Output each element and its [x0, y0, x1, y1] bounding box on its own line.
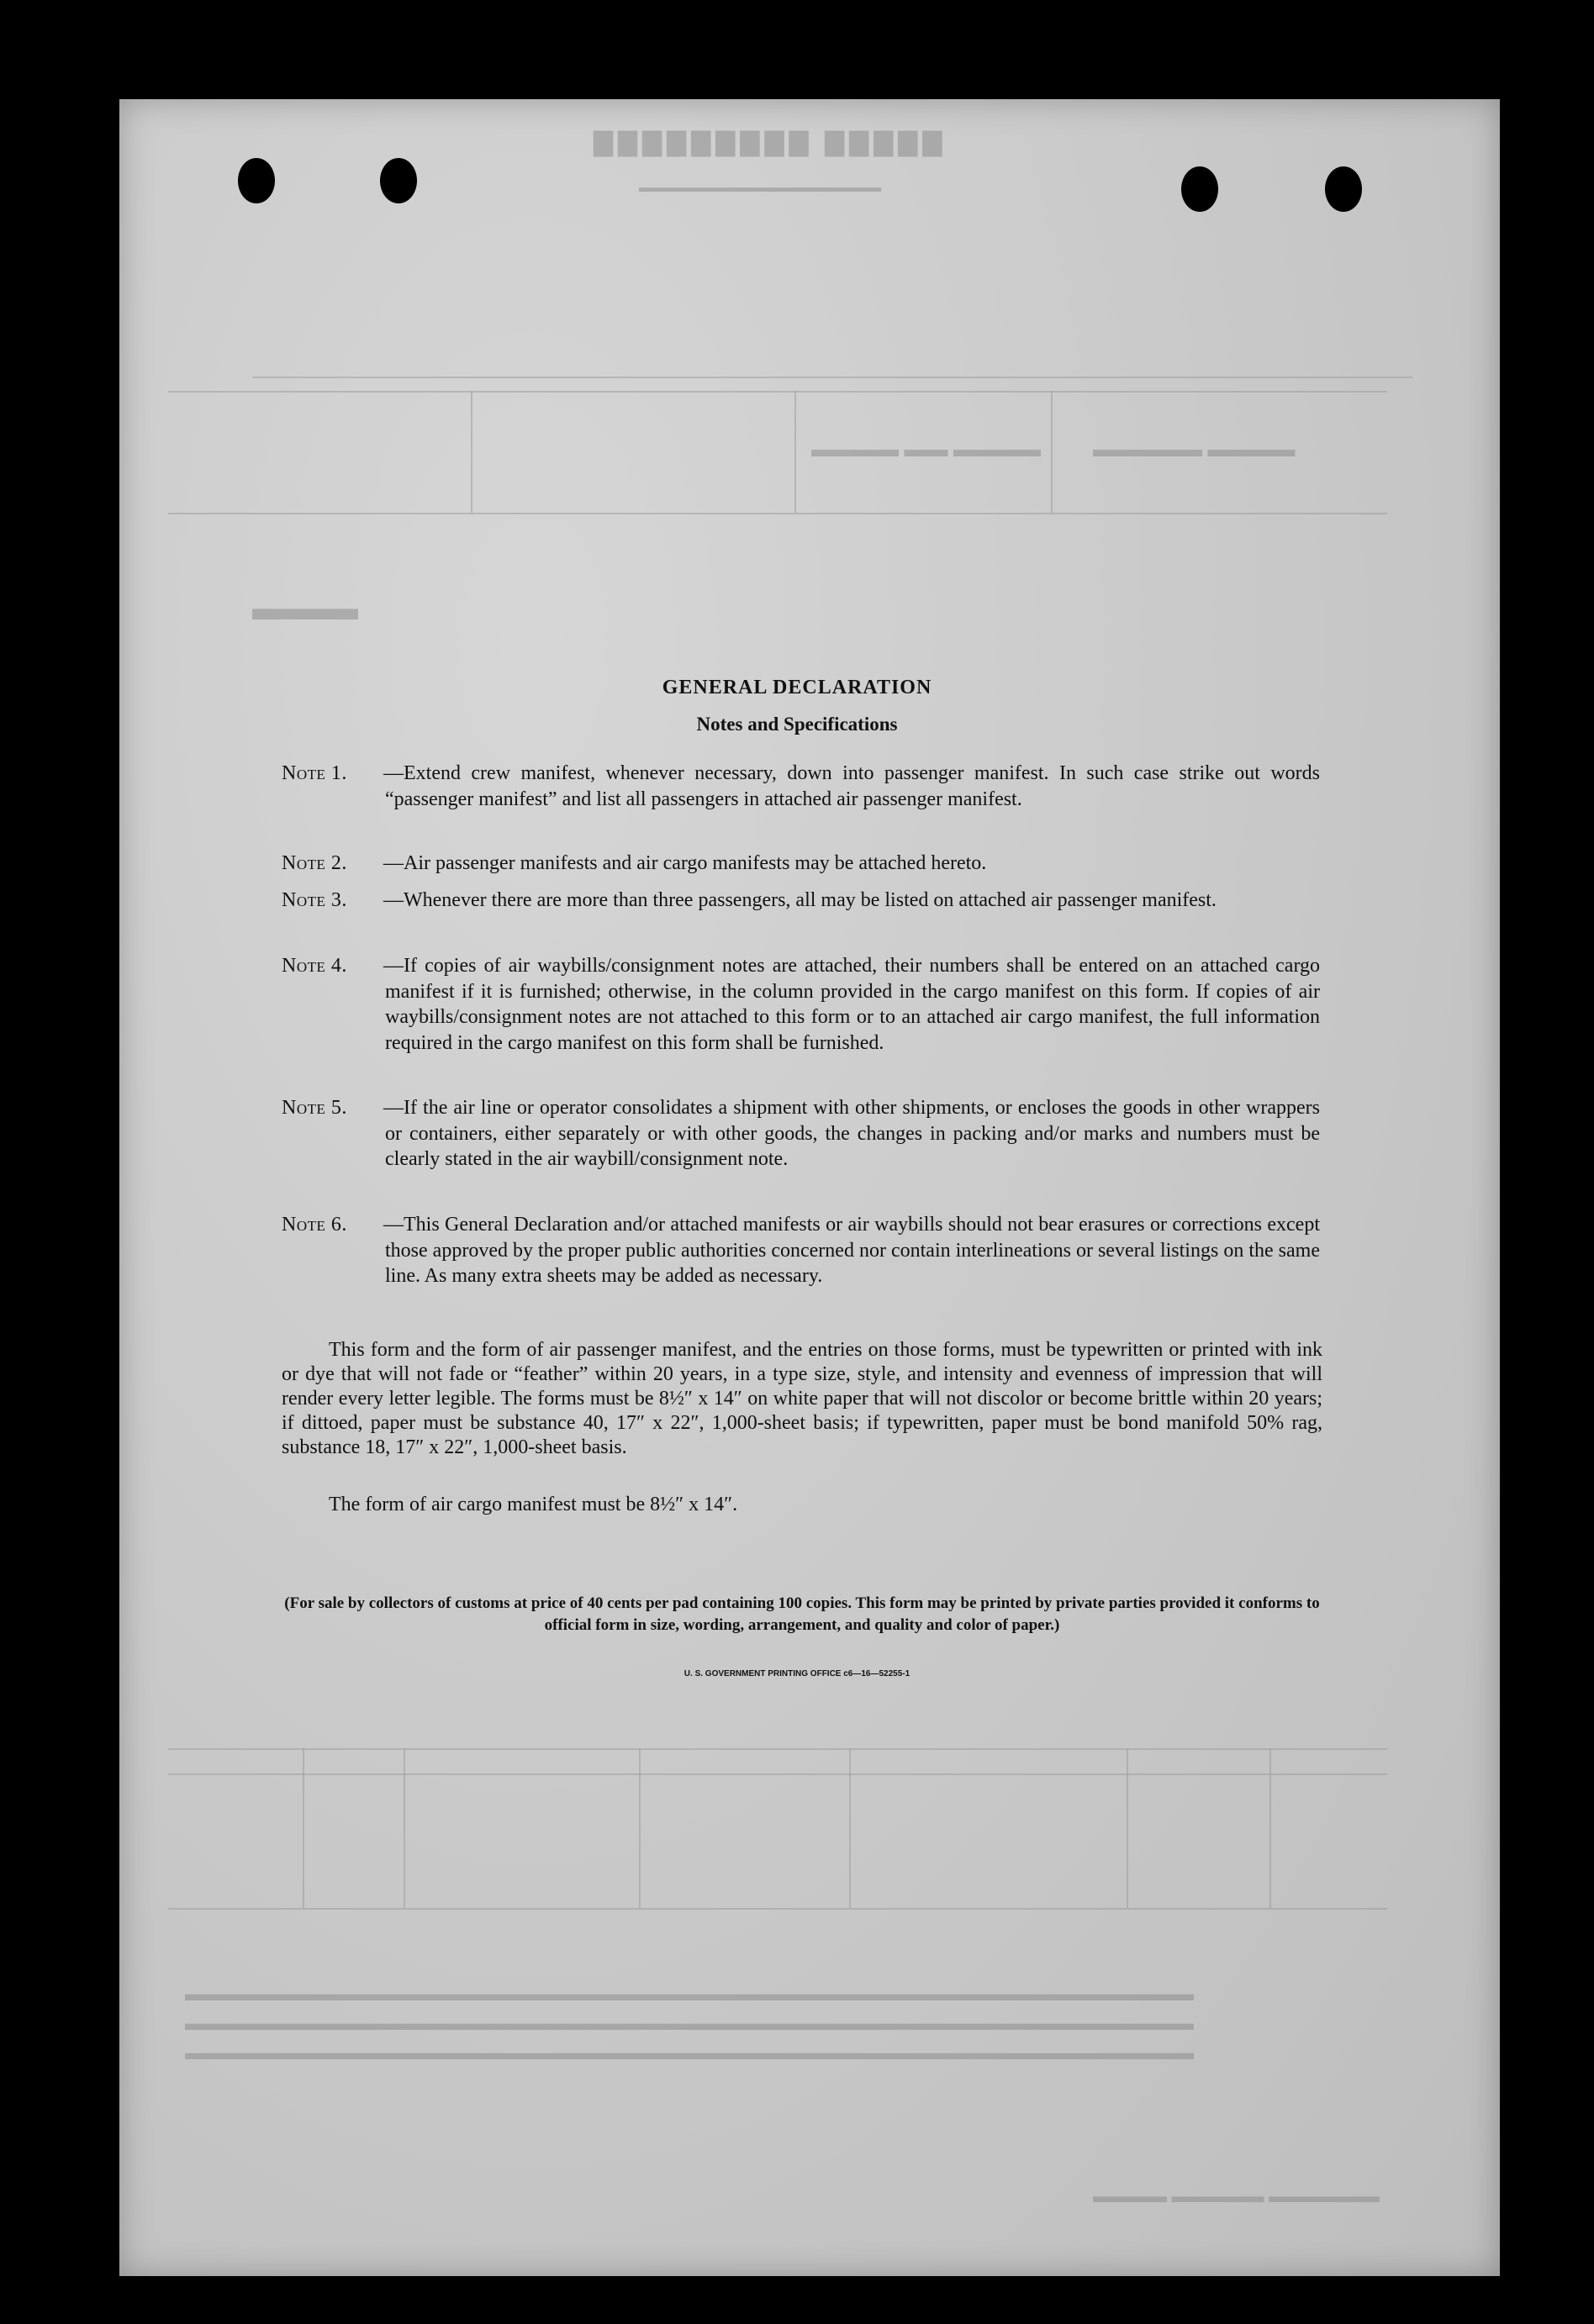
note-text: —Extend crew manifest, whenever necessary, down into passenger manifest. In such case strike out words “passenger manifest” and list all passengers in attached air passenger manifest.: [383, 762, 1320, 810]
note-label: Note 5.: [282, 1097, 347, 1119]
printing-office-imprint: U. S. GOVERNMENT PRINTING OFFICE c6—16—52255-1: [684, 1669, 910, 1678]
note-text: —If the air line or operator consolidates a shipment with other shipments, or encloses the goods in other wrappers or containers, either separately or with other goods, the changes in packing and/or marks and numbers must be clearly stated in the air waybill/consignment note.: [383, 1097, 1320, 1170]
note-6: [282, 1212, 1322, 1289]
note-label: Note 6.: [282, 1214, 347, 1236]
note-3: [282, 888, 1322, 914]
note-text: —Air passenger manifests and air cargo manifests may be attached hereto.: [383, 852, 987, 874]
note-4: [282, 953, 1322, 1056]
note-text: —This General Declaration and/or attached manifests or air waybills should not bear erasures or corrections except those approved by the proper public authorities concerned nor contain interlineations or several listings on the same line. As many extra sheets may be added as necessary.: [383, 1214, 1320, 1287]
document-sheet: [119, 99, 1500, 2276]
note-label: Note 1.: [282, 762, 347, 784]
specification-paragraph: This form and the form of air passenger manifest, and the entries on those forms, must be typewritten or printed with ink or dye that will not fade or “feather” within 20 years, in a type size, style, and intensity and evenness of impression that will render every letter legible. The forms must be 8½″ x 14″ on white paper that will not discolor or become brittle within 20 years; if dittoed, paper must be substance 40, 17″ x 22″, 1,000-sheet basis; if typewritten, paper must be bond manifold 50% rag, substance 18, 17″ x 22″, 1,000-sheet basis.: [282, 1339, 1322, 1458]
note-text: —If copies of air waybills/consignment notes are attached, their numbers shall be entered on an attached cargo manifest if it is furnished; otherwise, in the column provided in the cargo manifest on this form. If copies of air waybills/consignment notes are not attached to this form or to an attached air cargo manifest, the full information required in the cargo manifest on this form shall be furnished.: [383, 955, 1320, 1054]
sale-notice: (For sale by collectors of customs at price of 40 cents per pad containing 100 copies. This form may be printed by private parties provided it conforms to official form in size, wording, arrangement, and quality and color of paper.): [284, 1594, 1320, 1634]
document-subtitle: Notes and Specifications: [696, 714, 898, 735]
document-title: GENERAL DECLARATION: [662, 677, 932, 698]
note-1: [282, 761, 1322, 812]
cargo-manifest-size-note: The form of air cargo manifest must be 8½″ x 14″.: [329, 1494, 738, 1515]
note-label: Note 2.: [282, 852, 347, 874]
note-text: —Whenever there are more than three passengers, all may be listed on attached air passenger manifest.: [383, 889, 1217, 911]
note-2: [282, 851, 1322, 877]
note-label: Note 3.: [282, 889, 347, 911]
punch-hole: [1325, 166, 1362, 212]
punch-hole: [238, 158, 275, 203]
note-5: [282, 1095, 1322, 1173]
note-label: Note 4.: [282, 955, 347, 977]
punch-hole: [380, 158, 417, 203]
punch-hole: [1181, 166, 1218, 212]
